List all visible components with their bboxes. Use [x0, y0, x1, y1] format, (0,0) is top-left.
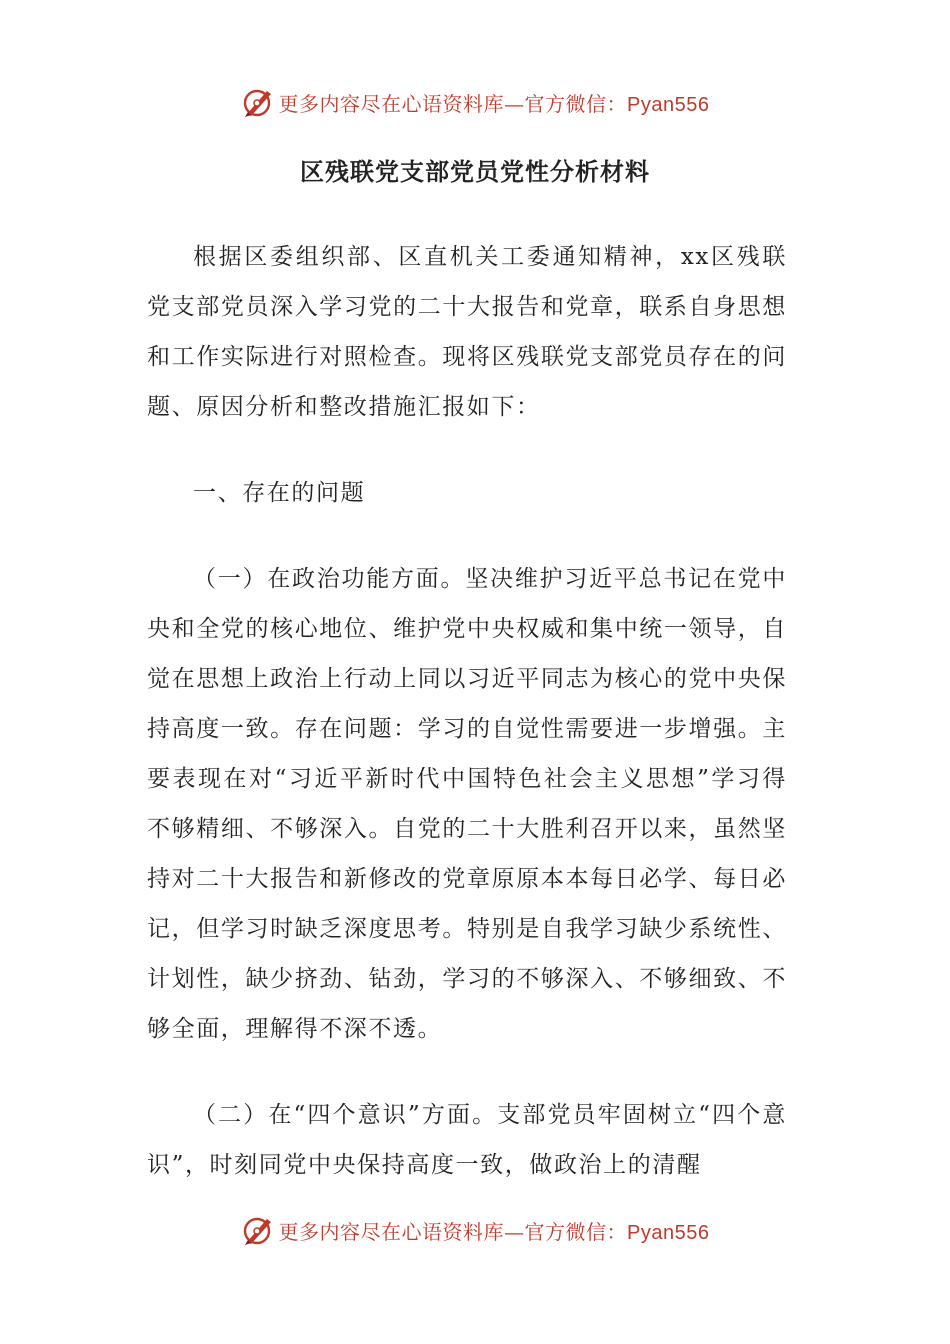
political-function-paragraph: （一）在政治功能方面。坚决维护习近平总书记在党中央和全党的核心地位、维护党中央权威和集中统一领导，自觉在思想上政治上行动上同以习近平同志为核心的党中央保持高度一致。存在问题：学习的自觉性需要进一步增强。主要表现在对“习近平新时代中国特色社会主义思想”学习得不够精细、不够深入。自党的二十大胜利召开以来，虽然坚持对二十大报告和新修改的党章原原本本每日必学、每日必记，但学习时缺乏深度思考。特别是自我学习缺少系统性、计划性，缺少挤劲、钻劲，学习的不够深入、不够细致、不够全面，理解得不深不透。: [147, 566, 787, 1042]
footer-wechat-id: Pyan556: [627, 1221, 710, 1244]
pen-circle-logo-icon: [241, 85, 275, 119]
footer-watermark-banner: [0, 1210, 950, 1250]
pen-circle-logo-icon: [241, 1213, 275, 1247]
document-title: 区残联党支部党员党性分析材料: [300, 157, 650, 186]
header-watermark-banner: [0, 82, 950, 122]
intro-paragraph: 根据区委组织部、区直机关工委通知精神，xx区残联党支部党员深入学习党的二十大报告和党章，联系自身思想和工作实际进行对照检查。现将区残联党支部党员存在的问题、原因分析和整改措施汇报如下：: [147, 244, 787, 420]
header-watermark-text: 更多内容尽在心语资料库—官方微信：: [278, 91, 628, 116]
footer-watermark-text: 更多内容尽在心语资料库—官方微信：: [278, 1219, 628, 1244]
four-consciousness-paragraph: （二）在“四个意识”方面。支部党员牢固树立“四个意识”，时刻同党中央保持高度一致，做政治上的清醒: [147, 1102, 787, 1178]
document-body: [147, 232, 787, 1190]
section-heading-problems: 一、存在的问题: [193, 480, 366, 506]
header-wechat-id: Pyan556: [627, 93, 710, 116]
